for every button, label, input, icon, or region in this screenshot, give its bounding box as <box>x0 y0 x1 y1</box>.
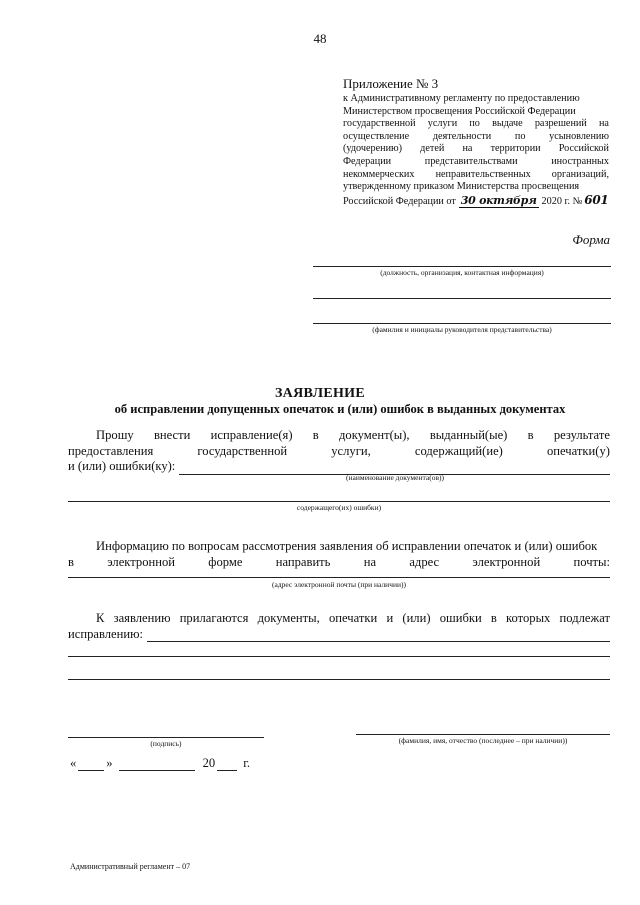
word: усыновлению <box>549 130 609 142</box>
appendix-line <box>343 156 609 169</box>
word: (или) <box>402 611 431 625</box>
date-row <box>70 756 250 771</box>
word: на <box>462 143 473 155</box>
attachments-line-1 <box>68 611 610 627</box>
appendix-line: к Административному регламенту по предоставлению <box>343 93 580 104</box>
word: Российской <box>558 143 609 155</box>
word: прилагаются <box>179 611 249 625</box>
word: электронной <box>107 554 176 569</box>
word: детей <box>420 143 445 155</box>
appendix-year: 2020 г. № <box>541 195 583 207</box>
word: электронной <box>472 554 541 569</box>
document-names-caption: (наименование документа(ов)) <box>345 473 445 482</box>
word: направить <box>275 554 331 569</box>
attachments-line-extra-1[interactable] <box>68 656 610 657</box>
position-caption: (должность, организация, контактная информация) <box>380 268 544 277</box>
email-field[interactable] <box>68 577 610 578</box>
word: опечатки <box>328 611 378 625</box>
full-name-caption: (фамилия, имя, отчество (последнее – при наличии)) <box>398 736 568 745</box>
date-close-quote: » <box>106 756 113 770</box>
word: по <box>514 130 526 142</box>
info-line-1: Информацию по вопросам рассмотрения заявления об исправлении опечаток и (или) ошибок <box>96 539 598 553</box>
year-suffix: г. <box>243 756 251 770</box>
footer-text: Административный регламент – 07 <box>70 862 191 871</box>
word: содержащий(ие) <box>414 443 503 458</box>
signature-caption: (подпись) <box>150 739 182 748</box>
head-name-line[interactable] <box>313 323 611 324</box>
word: документы, <box>257 611 320 625</box>
word: К <box>96 611 105 625</box>
word: территории <box>490 143 541 155</box>
errors-content-caption: содержащего(их) ошибки) <box>296 503 382 512</box>
word: в <box>68 554 74 569</box>
page-number: 48 <box>313 31 327 46</box>
info-paragraph <box>68 539 610 570</box>
email-caption: (адрес электронной почты (при наличии)) <box>272 580 406 589</box>
word: исправление(я) <box>210 428 293 442</box>
attachments-paragraph <box>68 611 610 642</box>
word: подлежат <box>559 611 610 625</box>
month-field[interactable] <box>119 759 195 771</box>
appendix-line <box>343 118 609 131</box>
word: иностранных <box>551 155 609 167</box>
info-line-2 <box>68 555 610 571</box>
word: разрешений <box>534 118 587 130</box>
appendix-line: Министерством просвещения Российской Федерации <box>343 105 576 117</box>
word: Федерации <box>343 155 392 167</box>
word: заявлению <box>113 611 171 625</box>
request-errors-label: и (или) ошибки(ку): <box>68 459 176 473</box>
word: выдаче <box>492 118 523 130</box>
appendix-text <box>343 93 609 208</box>
errors-content-line[interactable] <box>68 501 610 502</box>
appendix-line <box>343 143 609 156</box>
word: деятельности <box>432 130 492 142</box>
word: адрес <box>409 554 440 569</box>
date-open-quote: « <box>70 756 77 770</box>
position-line-2[interactable] <box>313 298 611 299</box>
word: ошибки <box>439 611 482 625</box>
form-label: Форма <box>572 232 610 247</box>
attachments-label: исправлению: <box>68 626 143 641</box>
word: осуществление <box>343 130 410 142</box>
appendix-last-prefix: Российской Федерации от <box>343 195 456 207</box>
word: почты: <box>573 554 610 569</box>
handwritten-date: 30 октября <box>460 193 537 207</box>
word: на <box>363 554 377 569</box>
word: опечатки(у) <box>547 443 610 458</box>
word: (удочерению) <box>343 143 403 155</box>
appendix-line <box>343 169 609 182</box>
word: государственной <box>197 443 288 458</box>
word: которых <box>506 611 551 625</box>
year-prefix: 20 <box>202 756 216 770</box>
word: Прошу <box>96 428 134 442</box>
attachments-line-extra-2[interactable] <box>68 679 610 680</box>
attachments-field[interactable] <box>147 630 610 642</box>
word: некоммерческих <box>343 168 415 180</box>
position-line[interactable] <box>313 266 611 267</box>
appendix-line <box>343 131 609 144</box>
attachments-line-2 <box>68 627 610 643</box>
word: на <box>598 118 609 130</box>
head-name-caption: (фамилия и инициалы руководителя представительства) <box>372 325 552 334</box>
word: внести <box>153 428 191 442</box>
full-name-line[interactable] <box>356 734 610 735</box>
word: форме <box>208 554 243 569</box>
word: и <box>386 611 394 625</box>
signature-line[interactable] <box>68 737 264 738</box>
word: выданный(ые) <box>429 428 508 442</box>
word: предоставления <box>68 443 154 458</box>
word: результате <box>553 428 610 442</box>
word: неправительственных <box>435 168 531 180</box>
word: услуги <box>427 118 458 130</box>
appendix-line: утвержденному приказом Министерства просвещения <box>343 181 580 193</box>
word: по <box>469 118 480 130</box>
word: в <box>312 428 319 442</box>
word: услуги, <box>331 443 371 458</box>
word: документ(ы), <box>339 428 410 442</box>
word: государственной <box>343 118 416 130</box>
request-line-1 <box>68 428 610 444</box>
word: представительствами <box>424 155 518 167</box>
handwritten-number: 601 <box>584 192 609 207</box>
request-line-2 <box>68 444 610 460</box>
word: организаций, <box>551 168 609 180</box>
document-title: ЗАЯВЛЕНИЕ <box>274 386 365 401</box>
document-subtitle: об исправлении допущенных опечаток и (или) ошибок в выданных документах <box>114 402 566 416</box>
appendix-last-line <box>343 194 609 209</box>
word: в <box>490 611 497 625</box>
word: в <box>527 428 534 442</box>
year-field[interactable] <box>217 759 237 771</box>
request-paragraph <box>68 428 610 475</box>
appendix-title: Приложение № 3 <box>343 76 439 91</box>
day-field[interactable] <box>78 759 104 771</box>
